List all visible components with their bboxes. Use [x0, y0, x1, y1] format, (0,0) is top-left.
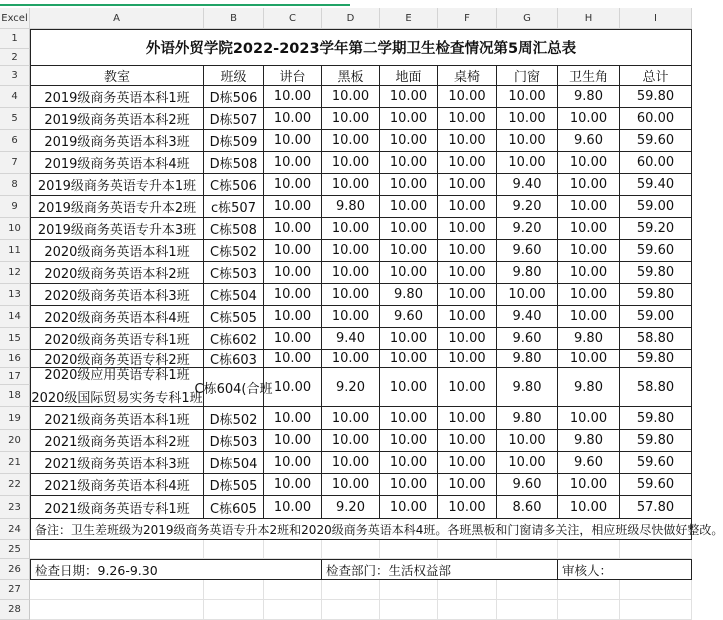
table-row-class[interactable]: 2019级商务英语专升本1班 — [30, 174, 204, 196]
table-cell[interactable]: 10.00 — [438, 240, 497, 262]
table-header-cell[interactable]: 桌椅 — [438, 66, 497, 86]
table-cell[interactable]: 10.00 — [497, 108, 558, 130]
table-cell[interactable]: 10.00 — [322, 130, 380, 152]
table-cell[interactable]: 59.80 — [620, 407, 692, 430]
table-cell[interactable]: 9.60 — [497, 328, 558, 350]
table-cell[interactable]: 9.80 — [558, 328, 620, 350]
table-cell[interactable]: 10.00 — [322, 430, 380, 452]
table-cell[interactable]: C栋508 — [204, 218, 264, 240]
table-cell[interactable]: 10.00 — [380, 86, 438, 108]
empty-cell[interactable] — [380, 600, 438, 620]
table-cell[interactable]: C栋506 — [204, 174, 264, 196]
empty-cell[interactable] — [620, 580, 692, 600]
table-header-cell[interactable]: 总计 — [620, 66, 692, 86]
empty-cell[interactable] — [322, 600, 380, 620]
row-header-25[interactable]: 25 — [0, 540, 30, 559]
table-cell[interactable]: 10.00 — [264, 196, 322, 218]
table-cell[interactable]: 10.00 — [322, 474, 380, 496]
table-cell[interactable]: D栋508 — [204, 152, 264, 174]
row-header-15[interactable]: 15 — [0, 328, 30, 350]
table-cell[interactable]: C栋502 — [204, 240, 264, 262]
table-row-class-merged[interactable] — [30, 368, 204, 407]
table-cell[interactable]: 10.00 — [558, 350, 620, 368]
reviewer-field[interactable]: 审核人： — [558, 559, 692, 580]
table-cell[interactable]: 10.00 — [380, 328, 438, 350]
table-row-class[interactable]: 2021级商务英语本科2班 — [30, 430, 204, 452]
table-header-cell[interactable]: 讲台 — [264, 66, 322, 86]
empty-cell[interactable] — [497, 580, 558, 600]
table-cell[interactable]: 10.00 — [497, 430, 558, 452]
table-cell[interactable]: 10.00 — [322, 284, 380, 306]
table-cell[interactable]: 10.00 — [558, 108, 620, 130]
empty-cell[interactable] — [620, 600, 692, 620]
row-header-26[interactable]: 26 — [0, 559, 30, 580]
table-cell[interactable]: 10.00 — [558, 284, 620, 306]
table-cell[interactable]: 60.00 — [620, 152, 692, 174]
table-cell[interactable]: 10.00 — [264, 430, 322, 452]
table-cell[interactable]: 10.00 — [380, 350, 438, 368]
table-cell[interactable]: D栋503 — [204, 430, 264, 452]
table-cell[interactable]: 10.00 — [558, 240, 620, 262]
table-cell[interactable]: 10.00 — [264, 368, 322, 407]
table-cell[interactable]: 10.00 — [558, 196, 620, 218]
column-header-g[interactable]: G — [497, 8, 558, 29]
class-name-line2: 2020级国际贸易实务专科1班 — [31, 391, 203, 406]
table-cell[interactable]: 59.00 — [620, 196, 692, 218]
row-header-8[interactable]: 8 — [0, 174, 30, 196]
class-name-line1: 2020级应用英语专科1班 — [44, 368, 190, 383]
table-cell[interactable]: 10.00 — [438, 130, 497, 152]
row-header-12[interactable]: 12 — [0, 262, 30, 284]
table-cell[interactable]: 10.00 — [438, 86, 497, 108]
table-cell[interactable]: 10.00 — [322, 86, 380, 108]
table-cell[interactable]: 59.20 — [620, 218, 692, 240]
column-header-c[interactable]: C — [264, 8, 322, 29]
table-cell[interactable]: 10.00 — [438, 328, 497, 350]
table-cell[interactable]: 9.80 — [558, 430, 620, 452]
table-cell[interactable]: D栋504 — [204, 452, 264, 474]
table-cell[interactable]: 9.80 — [497, 350, 558, 368]
table-cell[interactable]: 10.00 — [380, 174, 438, 196]
empty-cell[interactable] — [438, 580, 497, 600]
inspection-date[interactable]: 检查日期：9.26-9.30 — [30, 559, 322, 580]
table-row-class[interactable]: 2020级商务英语本科4班 — [30, 306, 204, 328]
table-cell[interactable]: 9.80 — [380, 284, 438, 306]
table-cell[interactable]: 59.80 — [620, 284, 692, 306]
table-cell[interactable]: D栋506 — [204, 86, 264, 108]
empty-cell[interactable] — [30, 540, 204, 559]
table-cell[interactable]: 10.00 — [264, 306, 322, 328]
row-header-9[interactable]: 9 — [0, 196, 30, 218]
table-row-class[interactable]: 2020级商务英语本科3班 — [30, 284, 204, 306]
column-header-a[interactable]: A — [30, 8, 204, 29]
table-cell[interactable]: 10.00 — [438, 218, 497, 240]
table-row-class[interactable]: 2019级商务英语本科2班 — [30, 108, 204, 130]
table-cell[interactable]: 10.00 — [322, 108, 380, 130]
table-cell[interactable]: 8.60 — [497, 496, 558, 519]
empty-cell[interactable] — [497, 600, 558, 620]
table-row-class[interactable]: 2019级商务英语本科1班 — [30, 86, 204, 108]
table-cell[interactable]: 9.20 — [497, 196, 558, 218]
table-cell[interactable]: 9.80 — [558, 368, 620, 407]
empty-cell[interactable] — [322, 580, 380, 600]
row-header-6[interactable]: 6 — [0, 130, 30, 152]
table-cell[interactable]: 59.60 — [620, 474, 692, 496]
table-cell[interactable]: 9.80 — [322, 196, 380, 218]
table-row-class[interactable]: 2019级商务英语专升本3班 — [30, 218, 204, 240]
table-cell[interactable]: 10.00 — [438, 306, 497, 328]
page-title[interactable]: 外语外贸学院2022-2023学年第二学期卫生检查情况第5周汇总表 — [30, 29, 692, 66]
row-header-13[interactable]: 13 — [0, 284, 30, 306]
empty-cell[interactable] — [30, 600, 204, 620]
table-cell[interactable]: 10.00 — [438, 174, 497, 196]
table-row-class[interactable]: 2019级商务英语本科3班 — [30, 130, 204, 152]
table-cell[interactable]: 10.00 — [438, 350, 497, 368]
table-cell[interactable]: D栋505 — [204, 474, 264, 496]
table-cell[interactable]: 10.00 — [380, 496, 438, 519]
row-header-27[interactable]: 27 — [0, 580, 30, 600]
table-cell[interactable]: 9.60 — [558, 130, 620, 152]
table-cell[interactable]: 9.40 — [497, 306, 558, 328]
column-header-b[interactable]: B — [204, 8, 264, 29]
table-cell[interactable]: 10.00 — [264, 108, 322, 130]
empty-cell[interactable] — [264, 540, 322, 559]
column-header-d[interactable]: D — [322, 8, 380, 29]
table-cell[interactable]: C栋605 — [204, 496, 264, 519]
table-cell[interactable]: 10.00 — [558, 174, 620, 196]
column-header-f[interactable]: F — [438, 8, 497, 29]
empty-cell[interactable] — [558, 600, 620, 620]
empty-cell[interactable] — [558, 540, 620, 559]
inspection-department[interactable]: 检查部门：生活权益部 — [322, 559, 558, 580]
table-cell[interactable]: C栋504 — [204, 284, 264, 306]
row-header-19[interactable]: 19 — [0, 407, 30, 430]
table-cell[interactable]: 10.00 — [264, 218, 322, 240]
table-cell[interactable]: 10.00 — [380, 430, 438, 452]
table-cell[interactable]: 9.40 — [322, 328, 380, 350]
table-cell[interactable]: 59.60 — [620, 240, 692, 262]
table-row-class[interactable]: 2021级商务英语专科1班 — [30, 496, 204, 519]
empty-cell[interactable] — [380, 580, 438, 600]
table-cell-room[interactable]: C栋604(合班 — [204, 368, 264, 407]
table-cell[interactable]: C栋505 — [204, 306, 264, 328]
row-header-18[interactable]: 18 — [0, 385, 30, 407]
table-cell[interactable]: 58.80 — [620, 368, 692, 407]
row-header-17[interactable]: 17 — [0, 368, 30, 385]
table-cell[interactable]: 9.40 — [497, 174, 558, 196]
table-cell[interactable]: 59.60 — [620, 452, 692, 474]
table-cell[interactable]: 10.00 — [264, 284, 322, 306]
table-cell[interactable]: 58.80 — [620, 328, 692, 350]
table-cell[interactable]: 9.80 — [497, 407, 558, 430]
row-header-11[interactable]: 11 — [0, 240, 30, 262]
row-header-28[interactable]: 28 — [0, 600, 30, 620]
table-cell[interactable]: 57.80 — [620, 496, 692, 519]
table-cell[interactable]: 10.00 — [558, 218, 620, 240]
table-cell[interactable]: 9.60 — [497, 240, 558, 262]
table-cell[interactable]: D栋507 — [204, 108, 264, 130]
table-row-class[interactable]: 2019级商务英语专升本2班 — [30, 196, 204, 218]
table-cell[interactable]: 10.00 — [322, 452, 380, 474]
table-cell[interactable]: 10.00 — [264, 496, 322, 519]
table-cell[interactable]: 10.00 — [264, 350, 322, 368]
table-cell[interactable]: 10.00 — [264, 474, 322, 496]
column-header-h[interactable]: H — [558, 8, 620, 29]
empty-cell[interactable] — [620, 540, 692, 559]
table-cell[interactable]: 10.00 — [497, 452, 558, 474]
table-cell[interactable]: 10.00 — [558, 306, 620, 328]
table-cell[interactable]: 10.00 — [558, 496, 620, 519]
table-cell[interactable]: 10.00 — [438, 407, 497, 430]
table-cell[interactable]: 10.00 — [380, 218, 438, 240]
table-cell[interactable]: 59.80 — [620, 430, 692, 452]
row-header-23[interactable]: 23 — [0, 496, 30, 519]
table-cell[interactable]: 10.00 — [438, 262, 497, 284]
table-cell[interactable]: 10.00 — [438, 452, 497, 474]
table-cell[interactable]: 10.00 — [380, 240, 438, 262]
table-cell[interactable]: 10.00 — [558, 262, 620, 284]
column-header-i[interactable]: I — [620, 8, 692, 29]
table-cell[interactable]: 10.00 — [264, 328, 322, 350]
empty-cell[interactable] — [558, 580, 620, 600]
corner-cell[interactable]: Excel — [0, 8, 30, 29]
table-row-class[interactable]: 2020级商务英语本科2班 — [30, 262, 204, 284]
row-header-24[interactable]: 24 — [0, 519, 30, 540]
table-cell[interactable]: D栋509 — [204, 130, 264, 152]
table-cell[interactable]: 10.00 — [558, 407, 620, 430]
row-header-7[interactable]: 7 — [0, 152, 30, 174]
table-cell[interactable]: 10.00 — [438, 430, 497, 452]
table-cell[interactable]: 10.00 — [438, 284, 497, 306]
table-cell[interactable]: 10.00 — [322, 152, 380, 174]
table-header-cell[interactable]: 地面 — [380, 66, 438, 86]
table-cell[interactable]: 59.80 — [620, 86, 692, 108]
empty-cell[interactable] — [380, 540, 438, 559]
empty-cell[interactable] — [264, 580, 322, 600]
table-cell[interactable]: 10.00 — [380, 152, 438, 174]
table-cell[interactable]: 60.00 — [620, 108, 692, 130]
empty-cell[interactable] — [264, 600, 322, 620]
table-cell[interactable]: 10.00 — [264, 407, 322, 430]
remarks-note[interactable]: 备注：卫生差班级为2019级商务英语专升本2班和2020级商务英语本科4班。各班黑板和门窗请多关注，相应班级尽快做好整改。 — [30, 519, 692, 540]
table-cell[interactable]: 10.00 — [264, 86, 322, 108]
table-row-class[interactable]: 2019级商务英语本科4班 — [30, 152, 204, 174]
table-cell[interactable]: 10.00 — [322, 350, 380, 368]
table-cell[interactable]: 9.80 — [497, 368, 558, 407]
table-header-cell[interactable]: 黑板 — [322, 66, 380, 86]
table-cell[interactable]: 10.00 — [438, 474, 497, 496]
table-cell[interactable]: C栋602 — [204, 328, 264, 350]
table-cell[interactable]: 10.00 — [438, 496, 497, 519]
table-cell[interactable]: 59.80 — [620, 262, 692, 284]
table-cell[interactable]: 10.00 — [438, 108, 497, 130]
table-cell[interactable]: 10.00 — [264, 152, 322, 174]
table-cell[interactable]: 59.60 — [620, 130, 692, 152]
table-row-class[interactable]: 2020级商务英语专科2班 — [30, 350, 204, 368]
table-cell[interactable]: 59.80 — [620, 350, 692, 368]
table-row-class[interactable]: 2020级商务英语本科1班 — [30, 240, 204, 262]
row-header-2[interactable]: 2 — [0, 49, 30, 66]
empty-cell[interactable] — [438, 600, 497, 620]
empty-cell[interactable] — [204, 600, 264, 620]
table-cell[interactable]: 9.60 — [497, 474, 558, 496]
table-cell[interactable]: 9.60 — [558, 452, 620, 474]
table-cell[interactable]: 9.80 — [558, 86, 620, 108]
table-cell[interactable]: 10.00 — [264, 130, 322, 152]
table-cell[interactable]: 9.20 — [322, 496, 380, 519]
column-header-e[interactable]: E — [380, 8, 438, 29]
row-header-22[interactable]: 22 — [0, 474, 30, 496]
table-cell[interactable]: 10.00 — [322, 407, 380, 430]
table-cell[interactable]: 9.20 — [497, 218, 558, 240]
table-cell[interactable]: 10.00 — [322, 218, 380, 240]
table-cell[interactable]: 10.00 — [438, 368, 497, 407]
table-cell[interactable]: 9.60 — [380, 306, 438, 328]
row-header-14[interactable]: 14 — [0, 306, 30, 328]
row-header-4[interactable]: 4 — [0, 86, 30, 108]
table-cell[interactable]: 10.00 — [558, 152, 620, 174]
table-header-cell[interactable]: 卫生角 — [558, 66, 620, 86]
table-header-cell[interactable]: 门窗 — [497, 66, 558, 86]
table-cell[interactable]: 10.00 — [438, 152, 497, 174]
table-cell[interactable]: 10.00 — [380, 368, 438, 407]
table-header-cell[interactable]: 班级 — [204, 66, 264, 86]
table-cell[interactable]: 10.00 — [322, 174, 380, 196]
table-cell[interactable]: 10.00 — [380, 474, 438, 496]
row-header-21[interactable]: 21 — [0, 452, 30, 474]
empty-cell[interactable] — [204, 540, 264, 559]
table-cell[interactable]: 10.00 — [558, 474, 620, 496]
table-cell[interactable]: 10.00 — [380, 452, 438, 474]
table-cell[interactable]: 10.00 — [264, 240, 322, 262]
row-header-3[interactable]: 3 — [0, 66, 30, 86]
table-cell[interactable]: 10.00 — [497, 130, 558, 152]
table-cell[interactable]: 10.00 — [380, 196, 438, 218]
table-cell[interactable]: 10.00 — [380, 130, 438, 152]
table-row-class[interactable]: 2021级商务英语本科4班 — [30, 474, 204, 496]
table-cell[interactable]: 10.00 — [264, 174, 322, 196]
table-cell[interactable]: 9.20 — [322, 368, 380, 407]
table-cell[interactable]: 10.00 — [438, 196, 497, 218]
table-cell[interactable]: 10.00 — [497, 152, 558, 174]
empty-cell[interactable] — [438, 540, 497, 559]
empty-cell[interactable] — [497, 540, 558, 559]
table-cell[interactable]: 59.00 — [620, 306, 692, 328]
empty-cell[interactable] — [204, 580, 264, 600]
row-header-20[interactable]: 20 — [0, 430, 30, 452]
table-cell[interactable]: 10.00 — [380, 407, 438, 430]
empty-cell[interactable] — [30, 580, 204, 600]
table-cell[interactable]: 59.40 — [620, 174, 692, 196]
table-header-cell[interactable]: 教室 — [30, 66, 204, 86]
toolbar-strip — [0, 0, 692, 8]
table-cell[interactable]: 10.00 — [497, 86, 558, 108]
table-row-class[interactable]: 2021级商务英语本科3班 — [30, 452, 204, 474]
table-cell[interactable]: 10.00 — [322, 262, 380, 284]
table-cell[interactable]: 10.00 — [264, 262, 322, 284]
row-header-5[interactable]: 5 — [0, 108, 30, 130]
table-cell[interactable]: 10.00 — [264, 452, 322, 474]
table-cell[interactable]: D栋502 — [204, 407, 264, 430]
row-header-10[interactable]: 10 — [0, 218, 30, 240]
table-cell[interactable]: 10.00 — [380, 262, 438, 284]
table-cell[interactable]: 9.80 — [497, 262, 558, 284]
table-row-class[interactable]: 2020级商务英语专科1班 — [30, 328, 204, 350]
table-cell[interactable]: 10.00 — [322, 306, 380, 328]
table-cell[interactable]: c栋507 — [204, 196, 264, 218]
table-cell[interactable]: C栋603 — [204, 350, 264, 368]
table-cell[interactable]: 10.00 — [380, 108, 438, 130]
row-header-1[interactable]: 1 — [0, 29, 30, 49]
table-cell[interactable]: 10.00 — [322, 240, 380, 262]
row-header-16[interactable]: 16 — [0, 350, 30, 368]
table-row-class[interactable]: 2021级商务英语本科1班 — [30, 407, 204, 430]
empty-cell[interactable] — [322, 540, 380, 559]
table-cell[interactable]: 10.00 — [497, 284, 558, 306]
table-cell[interactable]: C栋503 — [204, 262, 264, 284]
